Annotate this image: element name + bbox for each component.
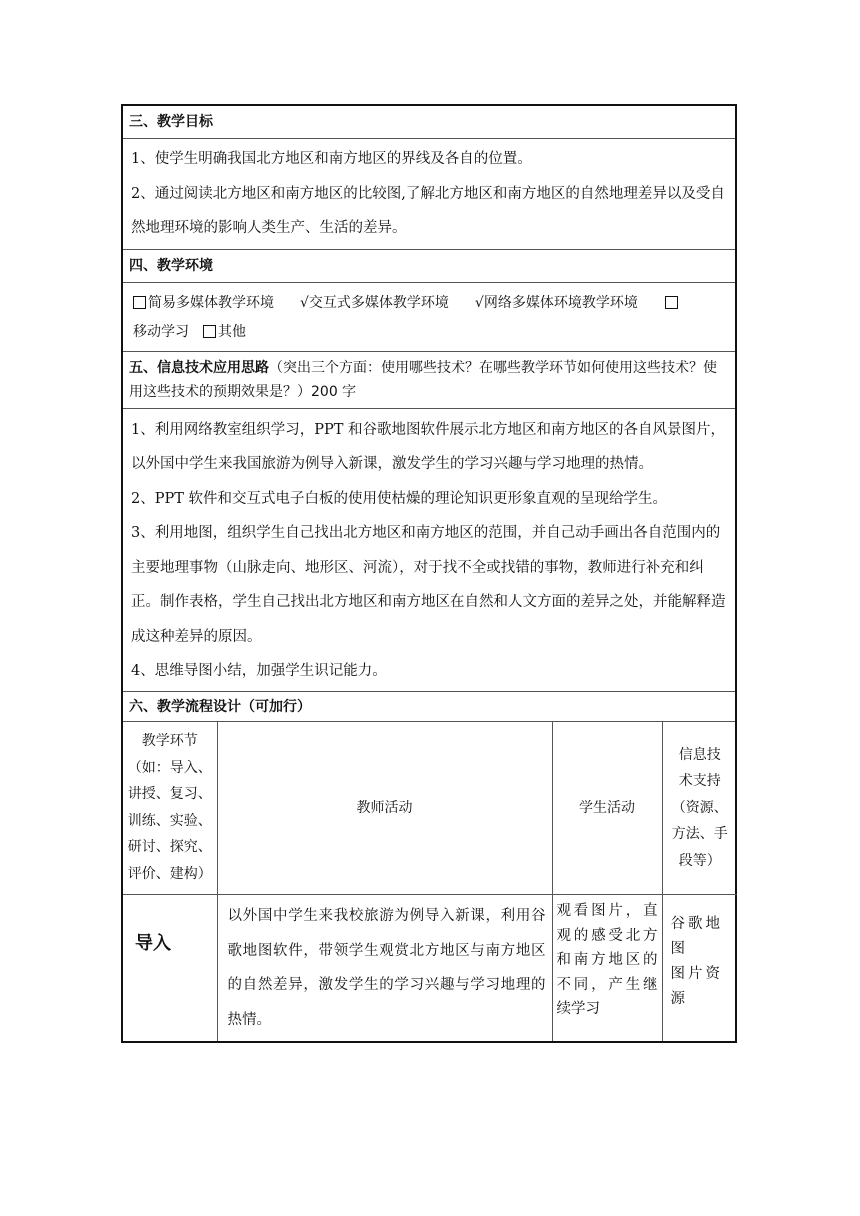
objective-item: 2、通过阅读北方地区和南方地区的比较图,了解北方地区和南方地区的自然地理差异以及受自然地理环境的影响人类生产、生活的差异。 bbox=[131, 185, 725, 236]
flow-table-wrapper bbox=[123, 722, 735, 1041]
section-title-flow: 六、教学流程设计（可加行） bbox=[123, 692, 735, 722]
table-row bbox=[123, 895, 737, 1041]
tech-plan-item: 1、利用网络教室组织学习，PPT 和谷歌地图软件展示北方地区和南方地区的各自风景图片，以外国中学生来我国旅游为例导入新课，激发学生的学习兴趣与学习地理的热情。 bbox=[131, 421, 726, 472]
env-option[interactable] bbox=[665, 289, 680, 318]
lesson-plan-page bbox=[121, 104, 737, 1043]
objectives-content bbox=[123, 139, 735, 250]
env-option[interactable]: √网络多媒体环境教学环境 bbox=[475, 289, 638, 318]
section-title-objectives: 三、教学目标 bbox=[123, 106, 735, 139]
header-teacher-activity: 教师活动 bbox=[217, 722, 552, 895]
section-title-tech-plan bbox=[123, 352, 735, 409]
teacher-activity-cell: 以外国中学生来我校旅游为例导入新课，利用谷歌地图软件，带领学生观赏北方地区与南方地区的自然差异，激发学生的学习兴趣与学习地理的热情。 bbox=[217, 895, 552, 1041]
flow-table bbox=[123, 722, 737, 1041]
tech-plan-item: 2、PPT 软件和交互式电子白板的使用使枯燥的理论知识更形象直观的呈现给学生。 bbox=[131, 490, 668, 507]
lesson-plan-table bbox=[121, 104, 737, 1043]
header-student-activity: 学生活动 bbox=[552, 722, 662, 895]
checkmark-icon: √ bbox=[300, 294, 309, 311]
tech-plan-subtitle: （突出三个方面：使用哪些技术？在哪些教学环节如何使用这些技术？使用这些技术的预期效果是？）200 字 bbox=[129, 359, 717, 400]
checkmark-icon: √ bbox=[474, 294, 484, 311]
environment-options bbox=[123, 283, 735, 352]
tech-plan-item: 3、利用地图，组织学生自己找出北方地区和南方地区的范围，并自己动手画出各自范围内的主要地理事物（山脉走向、地形区、河流），对于找不全或找错的事物，教师进行补充和纠正。制作表格，学生自己找出北方地区和南方地区在自然和人文方面的差异之处，并能解释造成这种差异的原因。 bbox=[131, 525, 726, 645]
env-option[interactable]: 其他 bbox=[203, 318, 246, 347]
header-tech-support: 信息技 术支持 （资源、 方法、手 段等） bbox=[662, 722, 737, 895]
student-activity-cell: 观看图片，直观的感受北方和南方地区的不同，产生继续学习 bbox=[552, 895, 662, 1041]
checkbox-unchecked[interactable] bbox=[133, 296, 146, 309]
checkbox-unchecked[interactable] bbox=[203, 325, 216, 338]
tech-support-cell: 谷歌地图 图片资源 bbox=[662, 895, 737, 1041]
tech-plan-item: 4、思维导图小结，加强学生识记能力。 bbox=[131, 663, 387, 679]
env-option[interactable]: 简易多媒体教学环境 bbox=[133, 289, 274, 318]
objective-item: 1、使学生明确我国北方地区和南方地区的界线及各自的位置。 bbox=[131, 151, 532, 167]
checkbox-unchecked[interactable] bbox=[665, 296, 678, 309]
section-title-environment: 四、教学环境 bbox=[123, 250, 735, 283]
tech-plan-title: 五、信息技术应用思路 bbox=[129, 359, 269, 376]
stage-cell: 导入 bbox=[123, 895, 217, 1041]
header-stage: 教学环节 （如：导入、 讲授、复习、 训练、实验、 研讨、探究、 评价、建构） bbox=[123, 722, 217, 895]
env-option[interactable]: 移动学习 bbox=[133, 323, 189, 340]
tech-plan-content bbox=[123, 409, 735, 692]
env-option[interactable]: √交互式多媒体教学环境 bbox=[300, 289, 449, 318]
